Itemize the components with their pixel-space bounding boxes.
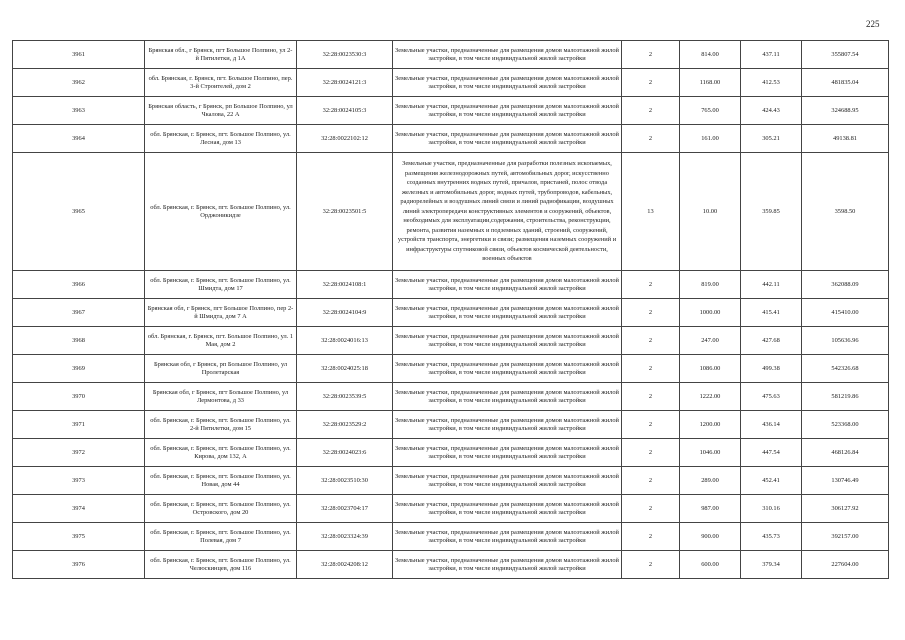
specific-value-cell: 435.73 — [741, 523, 802, 551]
group-cell: 13 — [622, 153, 680, 271]
row-number-cell: 3964 — [13, 125, 145, 153]
area-cell: 987.00 — [680, 495, 741, 523]
land-use-cell: Земельные участки, предназначенные для размещения домов малоэтажной жилой застройки, в том числе индивидуальной жилой застройки — [393, 551, 622, 579]
area-cell: 289.00 — [680, 467, 741, 495]
cadastral-value-cell: 415410.00 — [802, 299, 889, 327]
table-row — [13, 271, 889, 299]
land-use-cell: Земельные участки, предназначенные для размещения домов малоэтажной жилой застройки, в том числе индивидуальной жилой застройки — [393, 97, 622, 125]
specific-value-cell: 447.54 — [741, 439, 802, 467]
table-row — [13, 551, 889, 579]
cadastral-value-cell: 581219.86 — [802, 383, 889, 411]
cadastral-value-cell: 49138.81 — [802, 125, 889, 153]
address-cell: обл. Брянская, г. Брянск, пгт. Большое Полпино, ул. Орджоникидзе — [145, 153, 297, 271]
row-number-cell: 3972 — [13, 439, 145, 467]
address-cell: Брянская обл, г Брянск, рп Большое Полпино, ул Пролетарская — [145, 355, 297, 383]
cadastral-value-cell: 481835.04 — [802, 69, 889, 97]
land-use-cell: Земельные участки, предназначенные для размещения домов малоэтажной жилой застройки, в том числе индивидуальной жилой застройки — [393, 467, 622, 495]
cadastral-number-cell: 32:28:0024104:9 — [297, 299, 393, 327]
group-cell: 2 — [622, 495, 680, 523]
address-cell: обл. Брянская, г. Брянск, пгт. Большое Полпино, ул. Кирова, дом 132, А — [145, 439, 297, 467]
group-cell: 2 — [622, 383, 680, 411]
table-row — [13, 383, 889, 411]
cadastral-value-cell: 324688.95 — [802, 97, 889, 125]
specific-value-cell: 412.53 — [741, 69, 802, 97]
row-number-cell: 3966 — [13, 271, 145, 299]
table-row — [13, 97, 889, 125]
cadastral-value-cell: 105636.96 — [802, 327, 889, 355]
cadastral-number-cell: 32:28:0023529:2 — [297, 411, 393, 439]
cadastral-number-cell: 32:28:0024105:3 — [297, 97, 393, 125]
cadastral-number-cell: 32:28:0023324:39 — [297, 523, 393, 551]
row-number-cell: 3969 — [13, 355, 145, 383]
table-body — [13, 41, 889, 579]
row-number-cell: 3973 — [13, 467, 145, 495]
table-row — [13, 467, 889, 495]
land-use-cell: Земельные участки, предназначенные для размещения домов малоэтажной жилой застройки, в том числе индивидуальной жилой застройки — [393, 41, 622, 69]
group-cell: 2 — [622, 523, 680, 551]
land-use-cell: Земельные участки, предназначенные для размещения домов малоэтажной жилой застройки, в том числе индивидуальной жилой застройки — [393, 411, 622, 439]
cadastral-number-cell: 32:28:0024023:6 — [297, 439, 393, 467]
group-cell: 2 — [622, 125, 680, 153]
group-cell: 2 — [622, 97, 680, 125]
address-cell: Брянская обл., г Брянск, пгт Большое Полпино, ул 2-й Пятилетки, д 1А — [145, 41, 297, 69]
specific-value-cell: 359.85 — [741, 153, 802, 271]
address-cell: Брянская обл, г Брянск, пгт Большое Полпино, пер 2-й Шмидта, дом 7 А — [145, 299, 297, 327]
row-number-cell: 3968 — [13, 327, 145, 355]
land-use-cell: Земельные участки, предназначенные для размещения домов малоэтажной жилой застройки, в том числе индивидуальной жилой застройки — [393, 69, 622, 97]
cadastral-value-cell: 468126.84 — [802, 439, 889, 467]
area-cell: 1046.00 — [680, 439, 741, 467]
table-row — [13, 327, 889, 355]
land-use-cell: Земельные участки, предназначенные для размещения домов малоэтажной жилой застройки, в том числе индивидуальной жилой застройки — [393, 271, 622, 299]
row-number-cell: 3963 — [13, 97, 145, 125]
area-cell: 10.00 — [680, 153, 741, 271]
land-use-cell: Земельные участки, предназначенные для размещения домов малоэтажной жилой застройки, в том числе индивидуальной жилой застройки — [393, 383, 622, 411]
cadastral-value-cell: 362088.09 — [802, 271, 889, 299]
address-cell: обл. Брянская, г. Брянск, пгт. Большое Полпино, ул. Островского, дом 20 — [145, 495, 297, 523]
group-cell: 2 — [622, 299, 680, 327]
address-cell: обл. Брянская, г. Брянск, пгт. Большое Полпино, ул. Лесная, дом 13 — [145, 125, 297, 153]
row-number-cell: 3974 — [13, 495, 145, 523]
table-row — [13, 411, 889, 439]
land-use-cell: Земельные участки, предназначенные для размещения домов малоэтажной жилой застройки, в том числе индивидуальной жилой застройки — [393, 299, 622, 327]
address-cell: обл. Брянская, г. Брянск, пгт. Большое Полпино, ул. Новая, дом 44 — [145, 467, 297, 495]
cadastral-number-cell: 32:28:0023704:17 — [297, 495, 393, 523]
cadastral-value-table — [12, 40, 889, 579]
land-use-cell: Земельные участки, предназначенные для размещения домов малоэтажной жилой застройки, в том числе индивидуальной жилой застройки — [393, 125, 622, 153]
address-cell: обл. Брянская, г. Брянск, пгт. Большое Полпино, ул. Челюскинцев, дом 116 — [145, 551, 297, 579]
address-cell: Брянская обл, г Брянск, пгт Большое Полпино, ул Лермонтова, д 33 — [145, 383, 297, 411]
specific-value-cell: 452.41 — [741, 467, 802, 495]
group-cell: 2 — [622, 41, 680, 69]
table-row — [13, 153, 889, 271]
area-cell: 814.00 — [680, 41, 741, 69]
row-number-cell: 3962 — [13, 69, 145, 97]
specific-value-cell: 436.14 — [741, 411, 802, 439]
cadastral-value-cell: 355807.54 — [802, 41, 889, 69]
cadastral-value-cell: 227604.00 — [802, 551, 889, 579]
cadastral-number-cell: 32:28:0023530:3 — [297, 41, 393, 69]
table-row — [13, 439, 889, 467]
cadastral-number-cell: 32:28:0024108:1 — [297, 271, 393, 299]
cadastral-value-cell: 523368.00 — [802, 411, 889, 439]
land-use-cell: Земельные участки, предназначенные для размещения домов малоэтажной жилой застройки, в том числе индивидуальной жилой застройки — [393, 439, 622, 467]
row-number-cell: 3965 — [13, 153, 145, 271]
page-number: 225 — [866, 19, 880, 29]
cadastral-number-cell: 32:28:0023510:30 — [297, 467, 393, 495]
area-cell: 1000.00 — [680, 299, 741, 327]
area-cell: 765.00 — [680, 97, 741, 125]
address-cell: обл. Брянская, г. Брянск, пгт. Большое Полпино, ул. 2-й Пятилетки, дом 15 — [145, 411, 297, 439]
group-cell: 2 — [622, 467, 680, 495]
group-cell: 2 — [622, 439, 680, 467]
address-cell: обл. Брянская, г. Брянск, пгт. Большое Полпино, ул. Шмидта, дом 17 — [145, 271, 297, 299]
area-cell: 1200.00 — [680, 411, 741, 439]
cadastral-value-cell: 542326.68 — [802, 355, 889, 383]
area-cell: 161.00 — [680, 125, 741, 153]
group-cell: 2 — [622, 271, 680, 299]
specific-value-cell: 305.21 — [741, 125, 802, 153]
table-row — [13, 41, 889, 69]
row-number-cell: 3971 — [13, 411, 145, 439]
specific-value-cell: 310.16 — [741, 495, 802, 523]
specific-value-cell: 427.68 — [741, 327, 802, 355]
cadastral-number-cell: 32:28:0023501:5 — [297, 153, 393, 271]
area-cell: 900.00 — [680, 523, 741, 551]
specific-value-cell: 442.11 — [741, 271, 802, 299]
cadastral-number-cell: 32:28:0024025:18 — [297, 355, 393, 383]
group-cell: 2 — [622, 551, 680, 579]
row-number-cell: 3976 — [13, 551, 145, 579]
table-row — [13, 495, 889, 523]
specific-value-cell: 499.38 — [741, 355, 802, 383]
address-cell: обл. Брянская, г. Брянск, пгт. Большое Полпино, ул. Полевая, дом 7 — [145, 523, 297, 551]
specific-value-cell: 379.34 — [741, 551, 802, 579]
specific-value-cell: 424.43 — [741, 97, 802, 125]
address-cell: Брянская область, г Брянск, рп Большое Полпино, ул Чкалова, 22 А — [145, 97, 297, 125]
area-cell: 1168.00 — [680, 69, 741, 97]
table-row — [13, 69, 889, 97]
area-cell: 819.00 — [680, 271, 741, 299]
cadastral-value-cell: 306127.92 — [802, 495, 889, 523]
group-cell: 2 — [622, 355, 680, 383]
cadastral-number-cell: 32:28:0024121:3 — [297, 69, 393, 97]
table-row — [13, 125, 889, 153]
specific-value-cell: 415.41 — [741, 299, 802, 327]
land-use-cell: Земельные участки, предназначенные для размещения домов малоэтажной жилой застройки, в том числе индивидуальной жилой застройки — [393, 327, 622, 355]
row-number-cell: 3967 — [13, 299, 145, 327]
row-number-cell: 3970 — [13, 383, 145, 411]
specific-value-cell: 475.63 — [741, 383, 802, 411]
group-cell: 2 — [622, 411, 680, 439]
cadastral-number-cell: 32:28:0023539:5 — [297, 383, 393, 411]
land-use-cell: Земельные участки, предназначенные для размещения домов малоэтажной жилой застройки, в том числе индивидуальной жилой застройки — [393, 523, 622, 551]
area-cell: 247.00 — [680, 327, 741, 355]
row-number-cell: 3975 — [13, 523, 145, 551]
cadastral-value-cell: 3598.50 — [802, 153, 889, 271]
land-use-cell: Земельные участки, предназначенные для размещения домов малоэтажной жилой застройки, в том числе индивидуальной жилой застройки — [393, 495, 622, 523]
row-number-cell: 3961 — [13, 41, 145, 69]
address-cell: обл. Брянская, г. Брянск, пгт. Большое Полпино, ул. 1 Мая, дом 2 — [145, 327, 297, 355]
group-cell: 2 — [622, 327, 680, 355]
cadastral-number-cell: 32:28:0024208:12 — [297, 551, 393, 579]
land-use-cell: Земельные участки, предназначенные для разработки полезных ископаемых, размещения железнодорожных путей, автомобильных дорог, искусственно созданных внутренних водных путей, причалов, пристаней, полос отвода железных и автомобильных дорог, водных путей, трубопроводов, кабельных, радиорелейных и воздушных линий связи и линий радиофикации, воздушных линий электропередачи конструктивных элементов и сооружений, объектов, необходимых для эксплуатации,содержания, строительства, реконструкции, ремонта, развития наземных и подземных зданий, строений, сооружений, устройств транспорта, энергетики и связи; размещения наземных сооружений и инфраструктуры спутниковой связи, объектов космической деятельности, военных объектов — [393, 153, 622, 271]
specific-value-cell: 437.11 — [741, 41, 802, 69]
cadastral-number-cell: 32:28:0022102:12 — [297, 125, 393, 153]
table-row — [13, 355, 889, 383]
table-row — [13, 299, 889, 327]
cadastral-number-cell: 32:28:0024016:13 — [297, 327, 393, 355]
area-cell: 1222.00 — [680, 383, 741, 411]
table-row — [13, 523, 889, 551]
area-cell: 600.00 — [680, 551, 741, 579]
area-cell: 1086.00 — [680, 355, 741, 383]
land-use-cell: Земельные участки, предназначенные для размещения домов малоэтажной жилой застройки, в том числе индивидуальной жилой застройки — [393, 355, 622, 383]
group-cell: 2 — [622, 69, 680, 97]
address-cell: обл. Брянская, г. Брянск, пгт. Большое Полпино, пер. 3-й Строителей, дом 2 — [145, 69, 297, 97]
cadastral-value-cell: 392157.00 — [802, 523, 889, 551]
cadastral-value-cell: 130746.49 — [802, 467, 889, 495]
